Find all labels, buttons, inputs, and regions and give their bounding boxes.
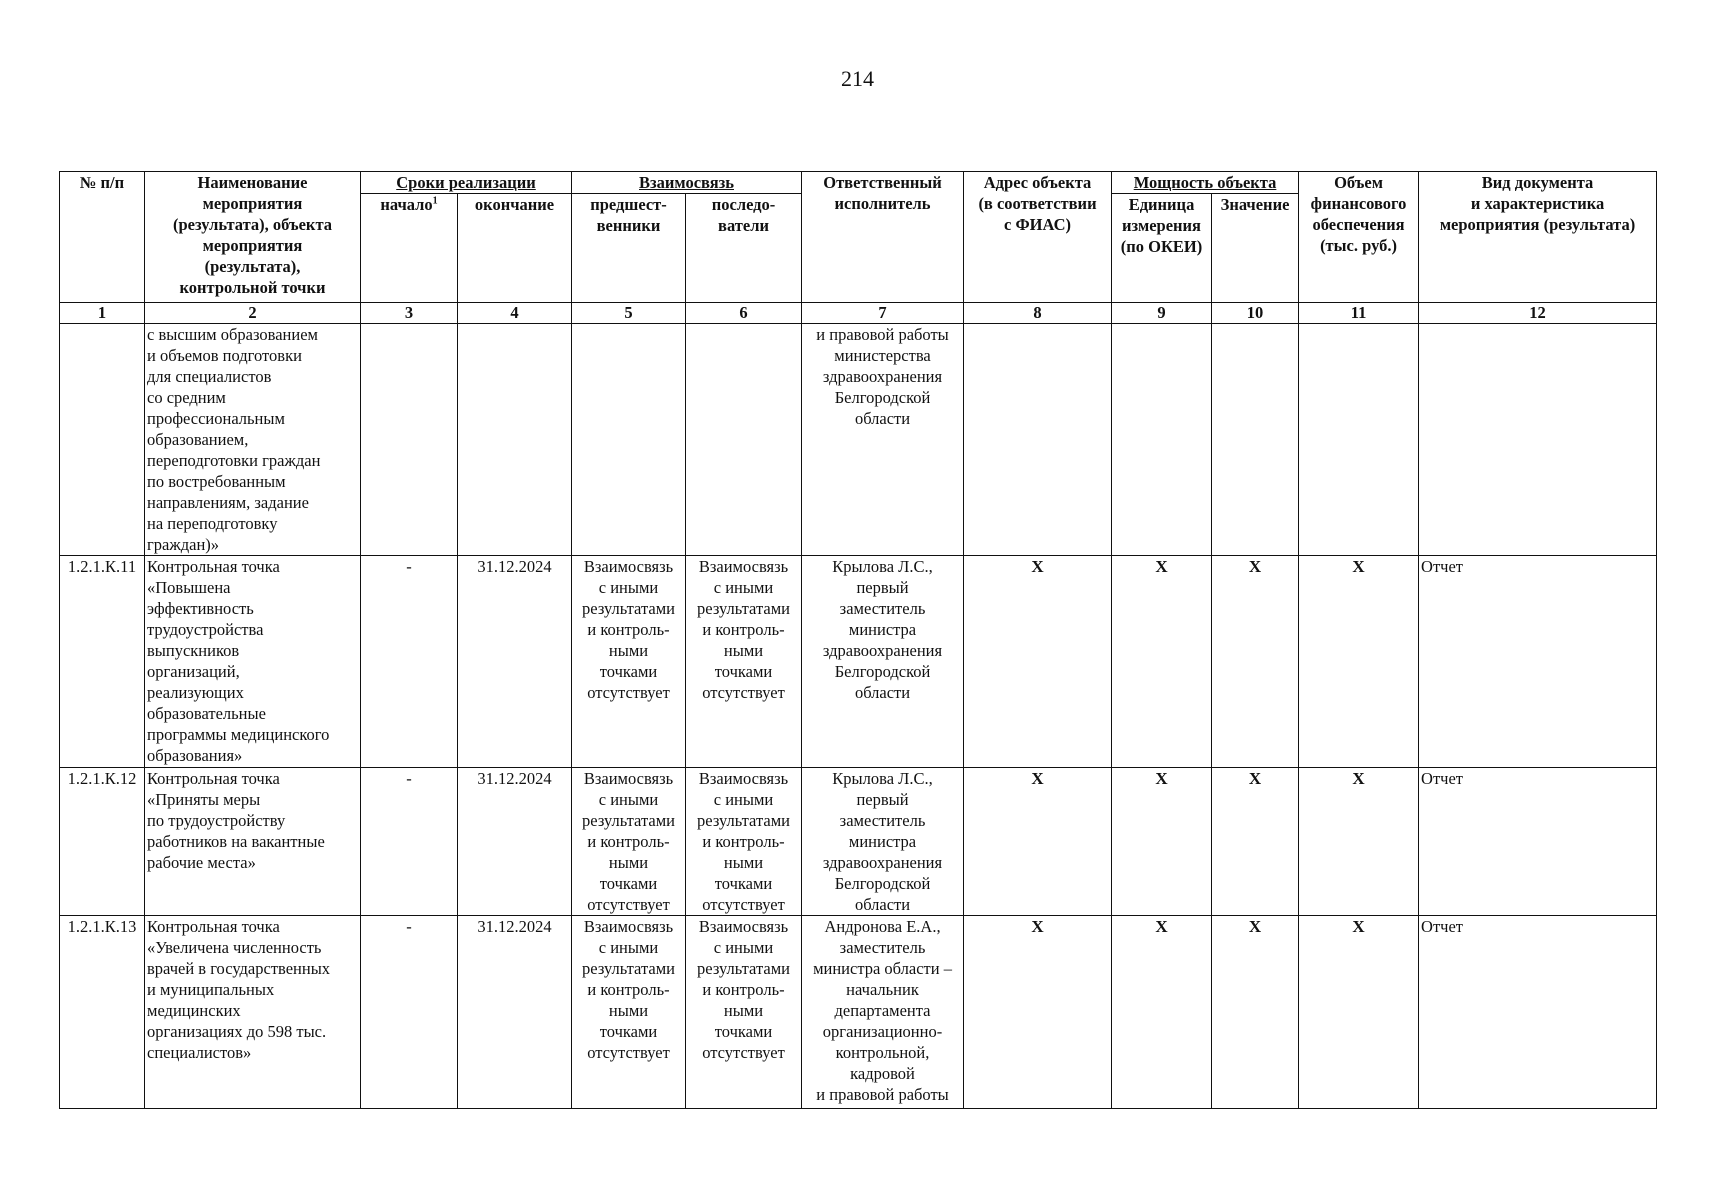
- column-number: 12: [1419, 303, 1657, 324]
- column-number: 11: [1299, 303, 1419, 324]
- table-row: [60, 916, 1657, 1109]
- header-start: начало$^1$: [361, 194, 458, 303]
- row-successors: Взаимосвязь с иными результатами и контроль- ными точками отсутствует: [686, 556, 802, 768]
- row-successors: Взаимосвязь с иными результатами и контроль- ными точками отсутствует: [686, 768, 802, 916]
- column-number: 2: [145, 303, 361, 324]
- row-value: [1212, 324, 1299, 556]
- column-number: 1: [60, 303, 145, 324]
- row-number: 1.2.1.К.12: [60, 768, 145, 916]
- row-number: 1.2.1.К.11: [60, 556, 145, 768]
- row-number: [60, 324, 145, 556]
- row-address: X: [964, 916, 1112, 1109]
- header-end: окончание: [458, 194, 572, 303]
- header-unit: Единица измерения (по ОКЕИ): [1112, 194, 1212, 303]
- row-value: X: [1212, 768, 1299, 916]
- row-value: X: [1212, 916, 1299, 1109]
- header-document-type: Вид документа и характеристика мероприятия (результата): [1419, 172, 1657, 303]
- header-responsible: Ответственный исполнитель: [802, 172, 964, 303]
- row-start: [361, 324, 458, 556]
- column-number: 7: [802, 303, 964, 324]
- header-address: Адрес объекта (в соответствии с ФИАС): [964, 172, 1112, 303]
- table-row: [60, 768, 1657, 916]
- header-num: № п/п: [60, 172, 145, 303]
- row-financing: X: [1299, 556, 1419, 768]
- row-name: Контрольная точка «Повышена эффективность трудоустройства выпускников организаций, реализующих образовательные программы медицинского образования»: [145, 556, 361, 768]
- row-name: с высшим образованием и объемов подготовки для специалистов со средним профессиональным образованием, переподготовки граждан по востребованным направлениям, задание на переподготовку граждан)»: [145, 324, 361, 556]
- row-predecessors: [572, 324, 686, 556]
- row-number: 1.2.1.К.13: [60, 916, 145, 1109]
- table-row: [60, 556, 1657, 768]
- row-responsible: Крылова Л.С., первый заместитель министра здравоохранения Белгородской области: [802, 556, 964, 768]
- row-end: 31.12.2024: [458, 916, 572, 1109]
- row-document: Отчет: [1419, 916, 1657, 1109]
- header-value: Значение: [1212, 194, 1299, 303]
- row-responsible: и правовой работы министерства здравоохранения Белгородской области: [802, 324, 964, 556]
- row-end: [458, 324, 572, 556]
- header-financing: Объем финансового обеспечения (тыс. руб.): [1299, 172, 1419, 303]
- row-document: Отчет: [1419, 768, 1657, 916]
- row-value: X: [1212, 556, 1299, 768]
- row-name: Контрольная точка «Увеличена численность врачей в государственных и муниципальных медицинских организациях до 598 тыс. специалистов»: [145, 916, 361, 1109]
- column-number: 8: [964, 303, 1112, 324]
- row-address: [964, 324, 1112, 556]
- page-number: 214: [841, 66, 874, 91]
- row-financing: X: [1299, 916, 1419, 1109]
- row-responsible: Андронова Е.А., заместитель министра области – начальник департамента организационно- контрольной, кадровой и правовой работы: [802, 916, 964, 1109]
- header-sroki: Сроки реализации: [361, 172, 572, 194]
- row-unit: [1112, 324, 1212, 556]
- column-number-row: [60, 303, 1657, 324]
- row-address: X: [964, 556, 1112, 768]
- row-start: -: [361, 916, 458, 1109]
- row-document: Отчет: [1419, 556, 1657, 768]
- header-predecessors: предшест- венники: [572, 194, 686, 303]
- table-row: [60, 324, 1657, 556]
- row-unit: X: [1112, 556, 1212, 768]
- row-successors: Взаимосвязь с иными результатами и контроль- ными точками отсутствует: [686, 916, 802, 1109]
- row-end: 31.12.2024: [458, 556, 572, 768]
- column-number: 5: [572, 303, 686, 324]
- row-predecessors: Взаимосвязь с иными результатами и контроль- ными точками отсутствует: [572, 556, 686, 768]
- row-start: -: [361, 556, 458, 768]
- header-name: Наименование мероприятия (результата), объекта мероприятия (результата), контрольной точки: [145, 172, 361, 303]
- header-vzaimosvyaz: Взаимосвязь: [572, 172, 802, 194]
- row-predecessors: Взаимосвязь с иными результатами и контроль- ными точками отсутствует: [572, 768, 686, 916]
- row-address: X: [964, 768, 1112, 916]
- plan-table: [59, 171, 1657, 1109]
- header-capacity: Мощность объекта: [1112, 172, 1299, 194]
- row-financing: X: [1299, 768, 1419, 916]
- header-row-1: [60, 172, 1657, 194]
- header-successors: последо- ватели: [686, 194, 802, 303]
- row-financing: [1299, 324, 1419, 556]
- row-document: [1419, 324, 1657, 556]
- row-predecessors: Взаимосвязь с иными результатами и контроль- ными точками отсутствует: [572, 916, 686, 1109]
- row-name: Контрольная точка «Приняты меры по трудоустройству работников на вакантные рабочие места»: [145, 768, 361, 916]
- row-unit: X: [1112, 768, 1212, 916]
- column-number: 4: [458, 303, 572, 324]
- row-responsible: Крылова Л.С., первый заместитель министра здравоохранения Белгородской области: [802, 768, 964, 916]
- column-number: 6: [686, 303, 802, 324]
- row-end: 31.12.2024: [458, 768, 572, 916]
- row-start: -: [361, 768, 458, 916]
- row-unit: X: [1112, 916, 1212, 1109]
- column-number: 9: [1112, 303, 1212, 324]
- column-number: 10: [1212, 303, 1299, 324]
- row-successors: [686, 324, 802, 556]
- column-number: 3: [361, 303, 458, 324]
